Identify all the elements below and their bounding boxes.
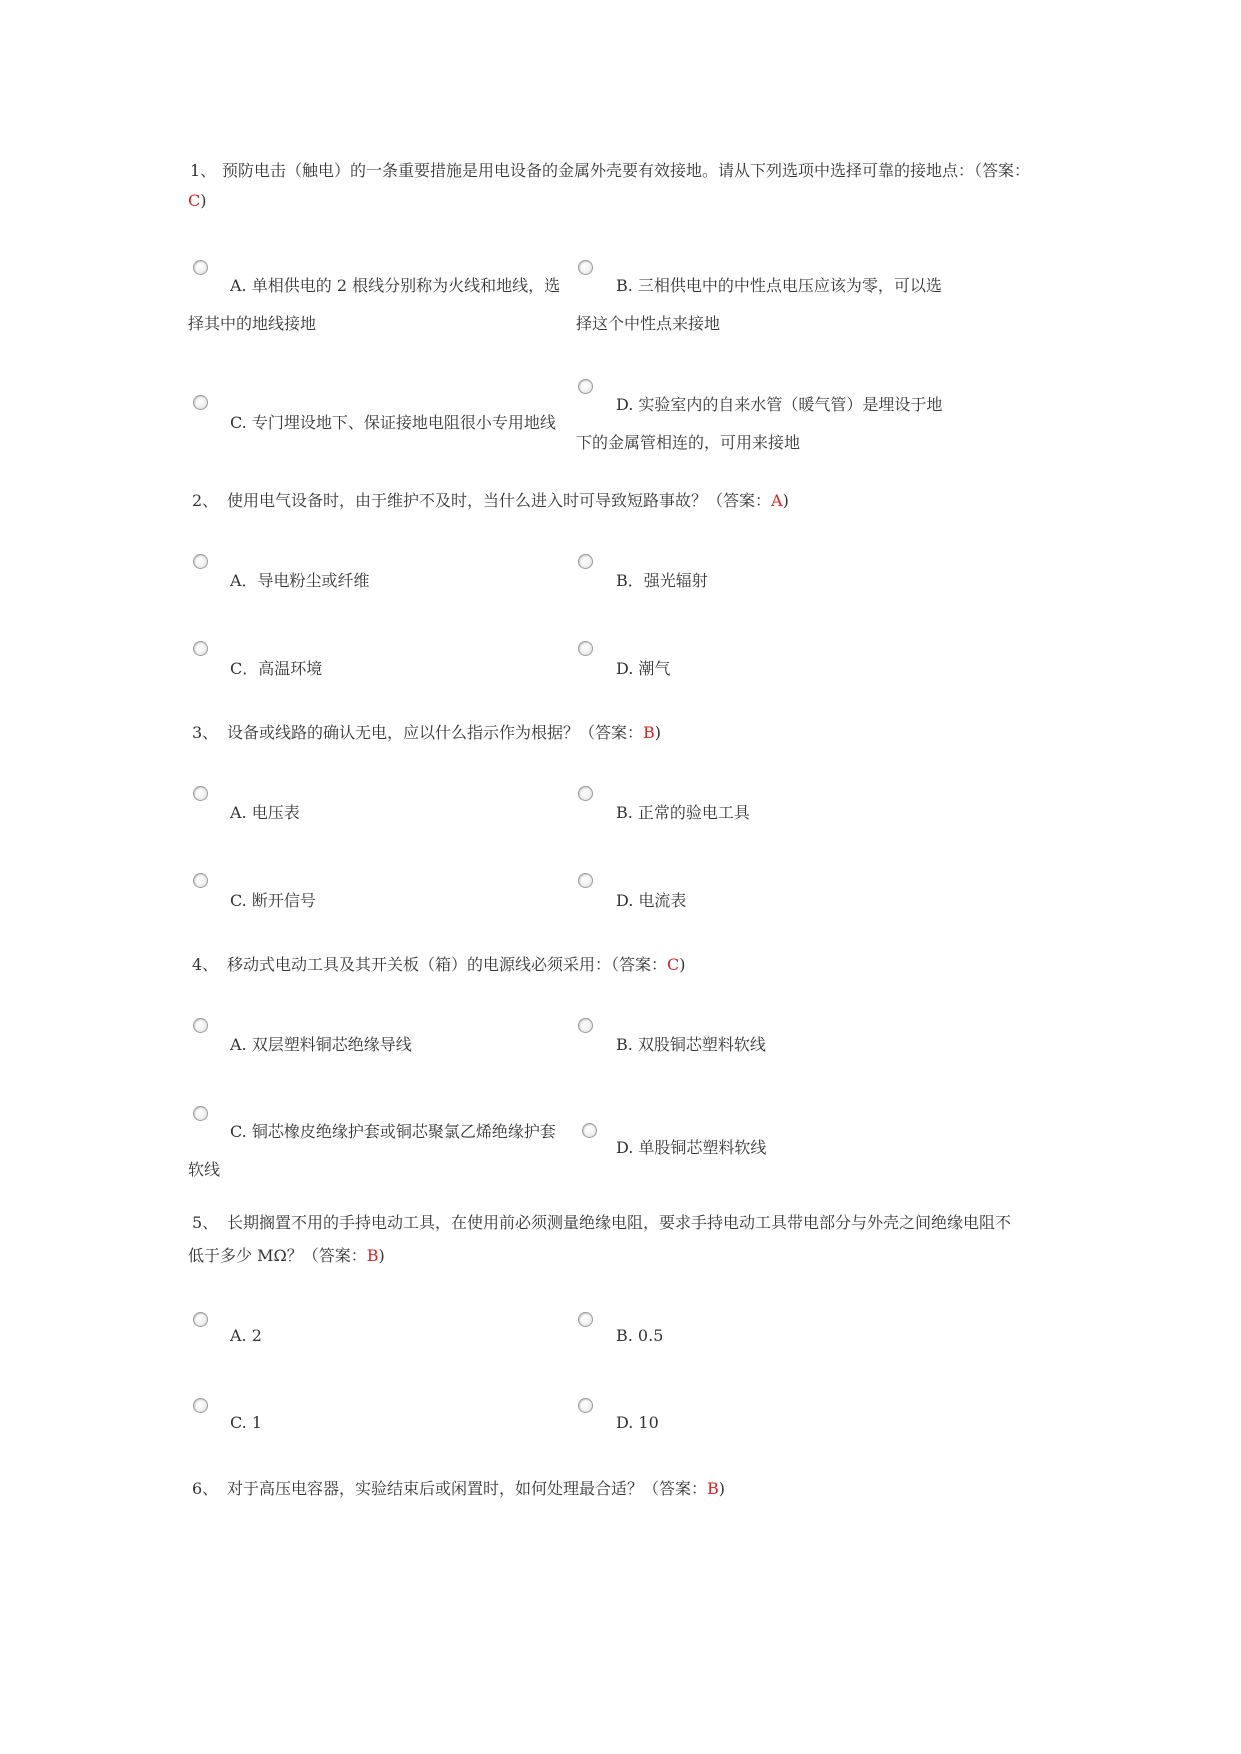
question-number: 4、: [192, 955, 219, 974]
option-d-label: D. 10: [616, 1413, 659, 1432]
radio-option-a[interactable]: [193, 786, 208, 801]
option-b-label: B. 三相供电中的中性点电压应该为零，可以选: [616, 276, 942, 295]
option-d-label: D. 单股铜芯塑料软线: [616, 1138, 767, 1157]
option-c-label: C．高温环境: [230, 659, 323, 678]
radio-option-d[interactable]: [578, 873, 593, 888]
question-text-cont: [188, 1243, 385, 1266]
answer-letter: A: [771, 491, 783, 510]
option-a-label: A．导电粉尘或纤维: [230, 571, 370, 590]
option-b-label-cont: 择这个中性点来接地: [576, 314, 721, 333]
option-b-label: B．强光辐射: [616, 571, 708, 590]
answer-letter: B: [707, 1479, 719, 1498]
option-b-label: B. 正常的验电工具: [616, 803, 750, 822]
question-text: [227, 720, 661, 743]
option-a-label: A. 双层塑料铜芯绝缘导线: [230, 1035, 412, 1054]
question-number: 3、: [192, 723, 219, 742]
question-text: [227, 1476, 725, 1499]
radio-option-a[interactable]: [193, 260, 208, 275]
question-text: [227, 488, 789, 511]
radio-option-c[interactable]: [193, 1398, 208, 1413]
question-number: 2、: [192, 491, 219, 510]
option-b-label: B. 0.5: [616, 1326, 664, 1345]
radio-option-c[interactable]: [193, 641, 208, 656]
answer-close: ): [782, 491, 789, 510]
answer-line: [188, 191, 207, 210]
answer-letter: B: [643, 723, 655, 742]
option-c-label: C. 铜芯橡皮绝缘护套或铜芯聚氯乙烯绝缘护套: [230, 1122, 556, 1141]
option-d-label-cont: 下的金属管相连的，可用来接地: [576, 433, 801, 452]
answer-letter: C: [667, 955, 680, 974]
question-number: 1、: [190, 161, 217, 180]
option-d-label: D. 实验室内的自来水管（暖气管）是埋设于地: [616, 395, 943, 414]
radio-option-d[interactable]: [578, 641, 593, 656]
question-text-body: 设备或线路的确认无电，应以什么指示作为根据？（答案：: [227, 723, 644, 742]
radio-option-b[interactable]: [578, 786, 593, 801]
option-c-label: C. 1: [230, 1413, 263, 1432]
question-text: [227, 952, 686, 975]
option-d-label: D. 电流表: [616, 891, 687, 910]
answer-close: ): [654, 723, 662, 742]
radio-option-c[interactable]: [193, 873, 208, 888]
question-number: 6、: [192, 1479, 219, 1498]
radio-option-b[interactable]: [578, 260, 593, 275]
radio-option-c[interactable]: [193, 395, 208, 410]
option-c-label-cont: 软线: [188, 1160, 221, 1179]
radio-option-b[interactable]: [578, 1018, 593, 1033]
option-a-label: A. 电压表: [230, 803, 300, 822]
option-a-label: A. 单相供电的 2 根线分别称为火线和地线，选: [230, 276, 561, 295]
answer-letter: B: [366, 1246, 379, 1265]
radio-option-c[interactable]: [193, 1106, 208, 1121]
radio-option-a[interactable]: [193, 1312, 208, 1327]
radio-option-a[interactable]: [193, 1018, 208, 1033]
question-text-body: 低于多少 MΩ？（答案：: [188, 1246, 367, 1265]
question-number: 5、: [192, 1213, 219, 1232]
radio-option-d[interactable]: [582, 1123, 597, 1138]
option-a-label: A. 2: [230, 1326, 262, 1345]
option-a-label-cont: 择其中的地线接地: [188, 314, 317, 333]
question-text: 长期搁置不用的手持电动工具，在使用前必须测量绝缘电阻，要求手持电动工具带电部分与外壳之间绝缘电阻不: [227, 1213, 1012, 1232]
answer-letter: C: [188, 191, 201, 210]
option-d-label: D. 潮气: [616, 659, 671, 678]
answer-close: ): [718, 1479, 726, 1498]
question-text-body: 使用电气设备时，由于维护不及时，当什么进入时可导致短路事故？（答案：: [227, 491, 772, 510]
option-c-label: C. 断开信号: [230, 891, 316, 910]
question-text: 预防电击（触电）的一条重要措施是用电设备的金属外壳要有效接地。请从下列选项中选择可靠的接地点：（答案：: [222, 161, 1031, 180]
option-b-label: B. 双股铜芯塑料软线: [616, 1035, 766, 1054]
answer-close: ): [679, 955, 686, 974]
radio-option-a[interactable]: [193, 554, 208, 569]
question-text-body: 移动式电动工具及其开关板（箱）的电源线必须采用：（答案：: [227, 955, 668, 974]
radio-option-b[interactable]: [578, 1312, 593, 1327]
question-text-body: 对于高压电容器，实验结束后或闲置时，如何处理最合适？（答案：: [227, 1479, 708, 1498]
answer-close: ): [200, 191, 207, 210]
radio-option-d[interactable]: [578, 379, 593, 394]
radio-option-b[interactable]: [578, 554, 593, 569]
answer-close: ): [378, 1246, 385, 1265]
radio-option-d[interactable]: [578, 1398, 593, 1413]
option-c-label: C. 专门埋设地下、保证接地电阻很小专用地线: [230, 413, 556, 432]
